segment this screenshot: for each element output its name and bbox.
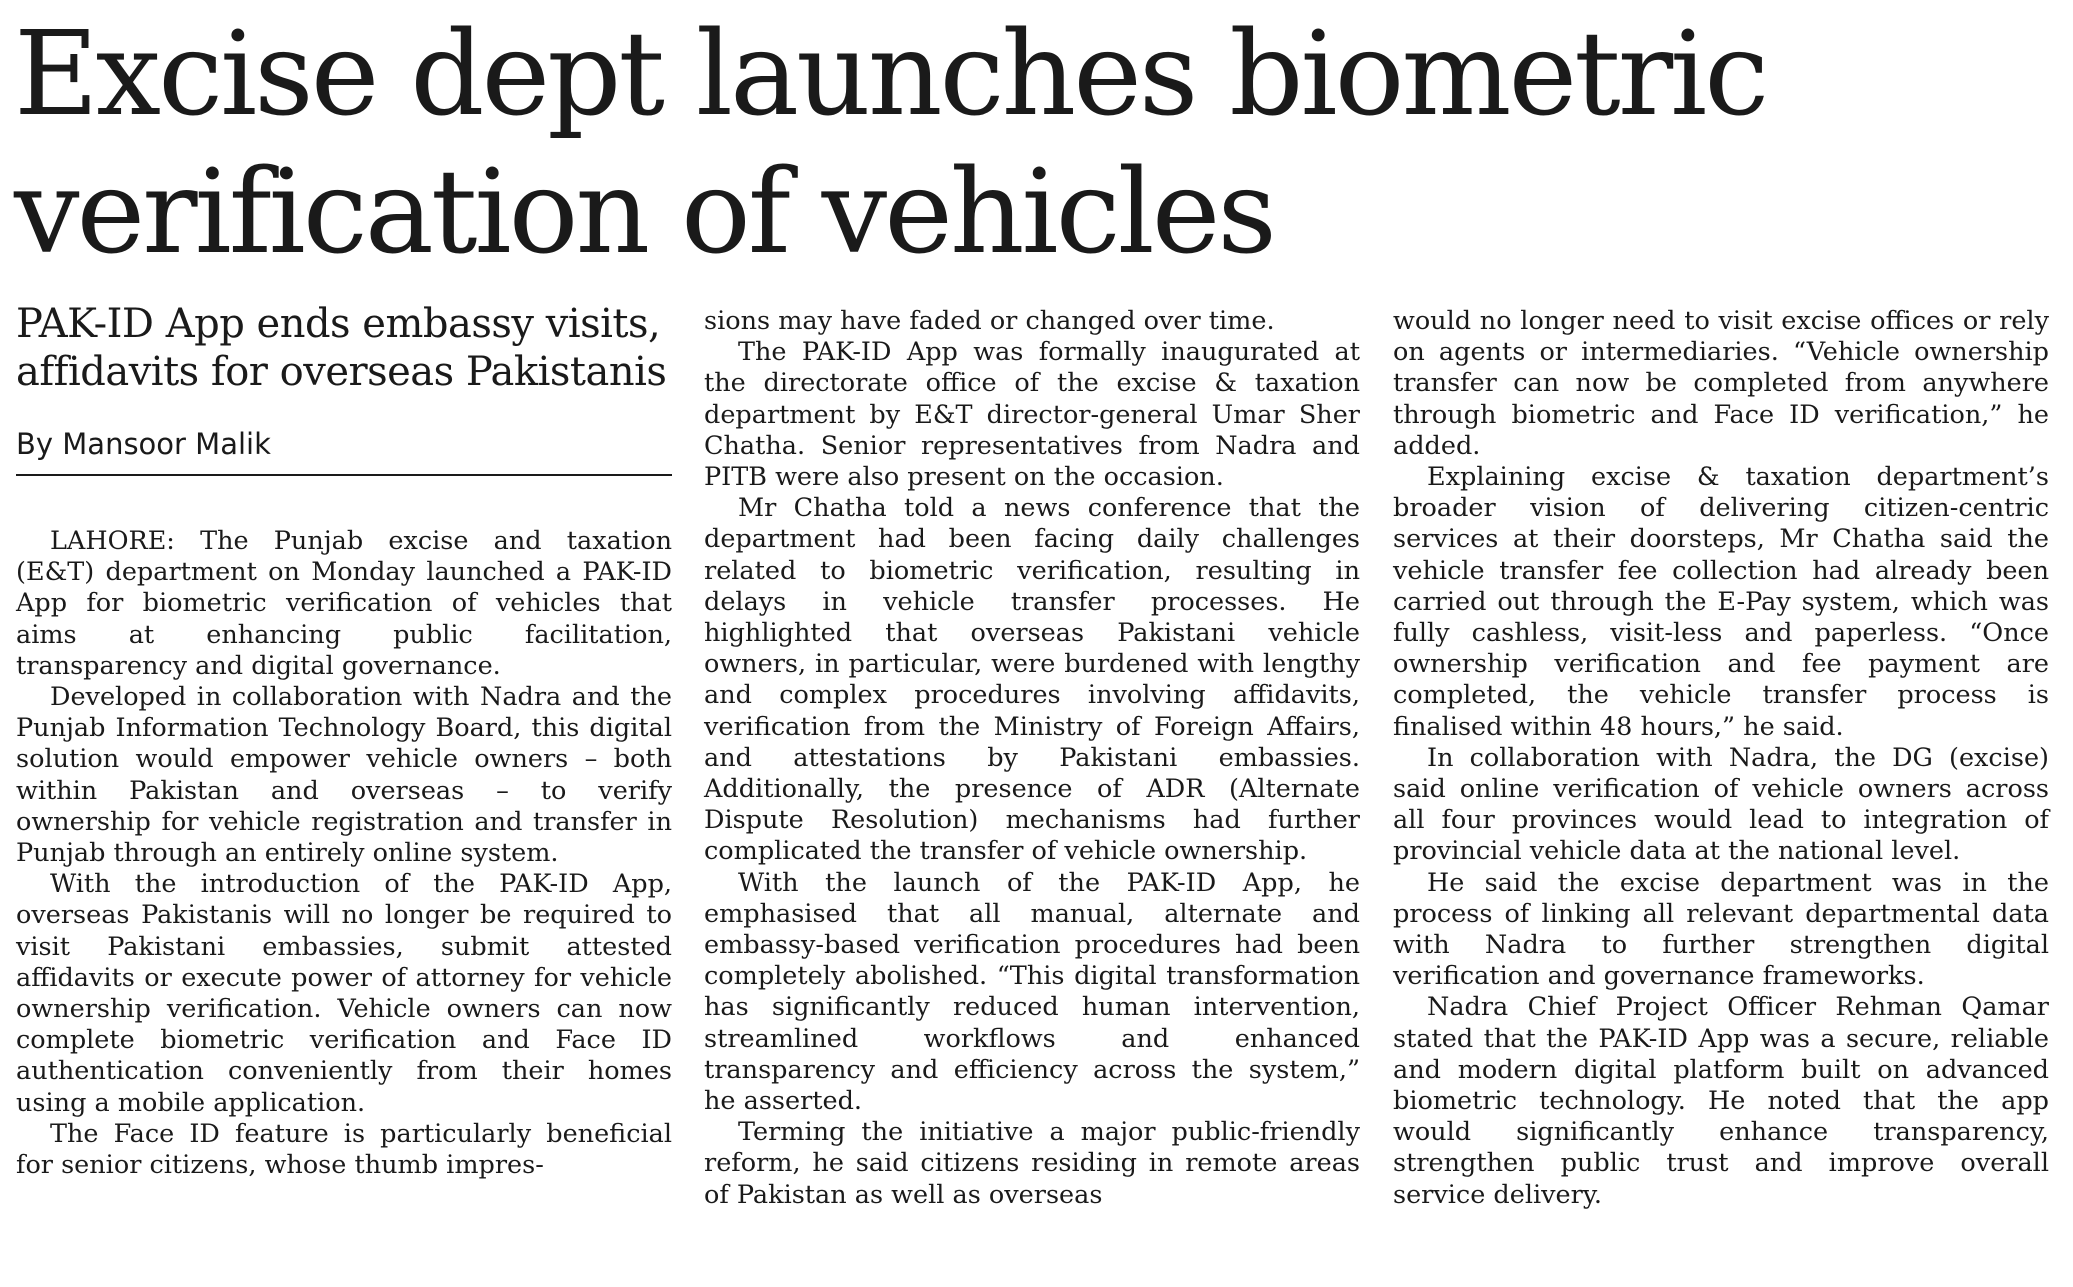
paragraph: Nadra Chief Project Officer Rehman Qamar stated that the PAK-ID App was a secure, reliable and modern digital platform built on advanced biometric technology. He noted that the app would significantly enhance transparency, strengthen public trust and improve overall service delivery. bbox=[1393, 992, 2049, 1210]
headline: Excise dept launches biometric verification of vehicles bbox=[14, 7, 1767, 280]
paragraph: Explaining excise & taxation department’s broader vision of delivering citizen-centric services at their doorsteps, Mr Chatha said the vehicle transfer fee collection had already been carried out through the E-Pay system, which was fully cashless, visit-less and paperless. “Once ownership verification and fee payment are completed, the vehicle transfer process is finalised within 48 hours,” he said. bbox=[1393, 462, 2049, 742]
subheadline: PAK-ID App ends embassy visits, affidavits for overseas Pakistanis bbox=[16, 301, 667, 395]
column-3-body bbox=[1393, 306, 2049, 1211]
column-1-body bbox=[16, 526, 672, 1181]
paragraph: Mr Chatha told a news conference that the department had been facing daily challenges related to biometric verification, resulting in delays in vehicle transfer processes. He highlighted that overseas Pakistani vehicle owners, in particular, were burdened with lengthy and complex procedures involving affidavits, verification from the Ministry of Foreign Affairs, and attestations by Pakistani embassies. Additionally, the presence of ADR (Alternate Dispute Resolution) mechanisms had further complicated the transfer of vehicle ownership. bbox=[704, 493, 1360, 867]
article-column-1 bbox=[16, 300, 672, 1181]
paragraph: Terming the initiative a major public-friendly reform, he said citizens residing in remote areas of Pakistan as well as overseas bbox=[704, 1117, 1360, 1210]
paragraph: The Face ID feature is particularly beneficial for senior citizens, whose thumb impres- bbox=[16, 1118, 672, 1181]
paragraph: Developed in collaboration with Nadra and the Punjab Information Technology Board, this digital solution would empower vehicle owners – both within Pakistan and overseas – to verify ownership for vehicle registration and transfer in Punjab through an entirely online system. bbox=[16, 682, 672, 869]
paragraph-continued: would no longer need to visit excise offices or rely on agents or intermediaries. “Vehicle ownership transfer can now be completed from anywhere through biometric and Face ID verification,” he added. bbox=[1393, 306, 2049, 461]
article-column-2 bbox=[704, 306, 1360, 1211]
paragraph: In collaboration with Nadra, the DG (excise) said online verification of vehicle owners across all four provinces would lead to integration of provincial vehicle data at the national level. bbox=[1393, 742, 2049, 867]
column-2-body bbox=[704, 306, 1360, 1211]
paragraph: LAHORE: The Punjab excise and taxation (E&T) department on Monday launched a PAK-ID App for biometric verification of vehicles that aims at enhancing public facilitation, transparency and digital governance. bbox=[16, 526, 672, 681]
article-column-3 bbox=[1393, 306, 2049, 1211]
paragraph: With the introduction of the PAK-ID App, overseas Pakistanis will no longer be required to visit Pakistani embassies, submit attested affidavits or execute power of attorney for vehicle ownership verification. Vehicle owners can now complete biometric verification and Face ID authentication conveniently from their homes using a mobile application. bbox=[16, 869, 672, 1118]
paragraph: With the launch of the PAK-ID App, he emphasised that all manual, alternate and embassy-based verification procedures had been completely abolished. “This digital transformation has significantly reduced human intervention, streamlined workflows and enhanced transparency and efficiency across the system,” he asserted. bbox=[704, 867, 1360, 1117]
byline: By Mansoor Malik bbox=[16, 426, 672, 476]
paragraph: He said the excise department was in the process of linking all relevant departmental data with Nadra to further strengthen digital verification and governance frameworks. bbox=[1393, 867, 2049, 992]
paragraph-continued: sions may have faded or changed over time. bbox=[704, 306, 1275, 336]
paragraph: The PAK-ID App was formally inaugurated at the directorate office of the excise & taxation department by E&T director-general Umar Sher Chatha. Senior representatives from Nadra and PITB were also present on the occasion. bbox=[704, 337, 1360, 493]
